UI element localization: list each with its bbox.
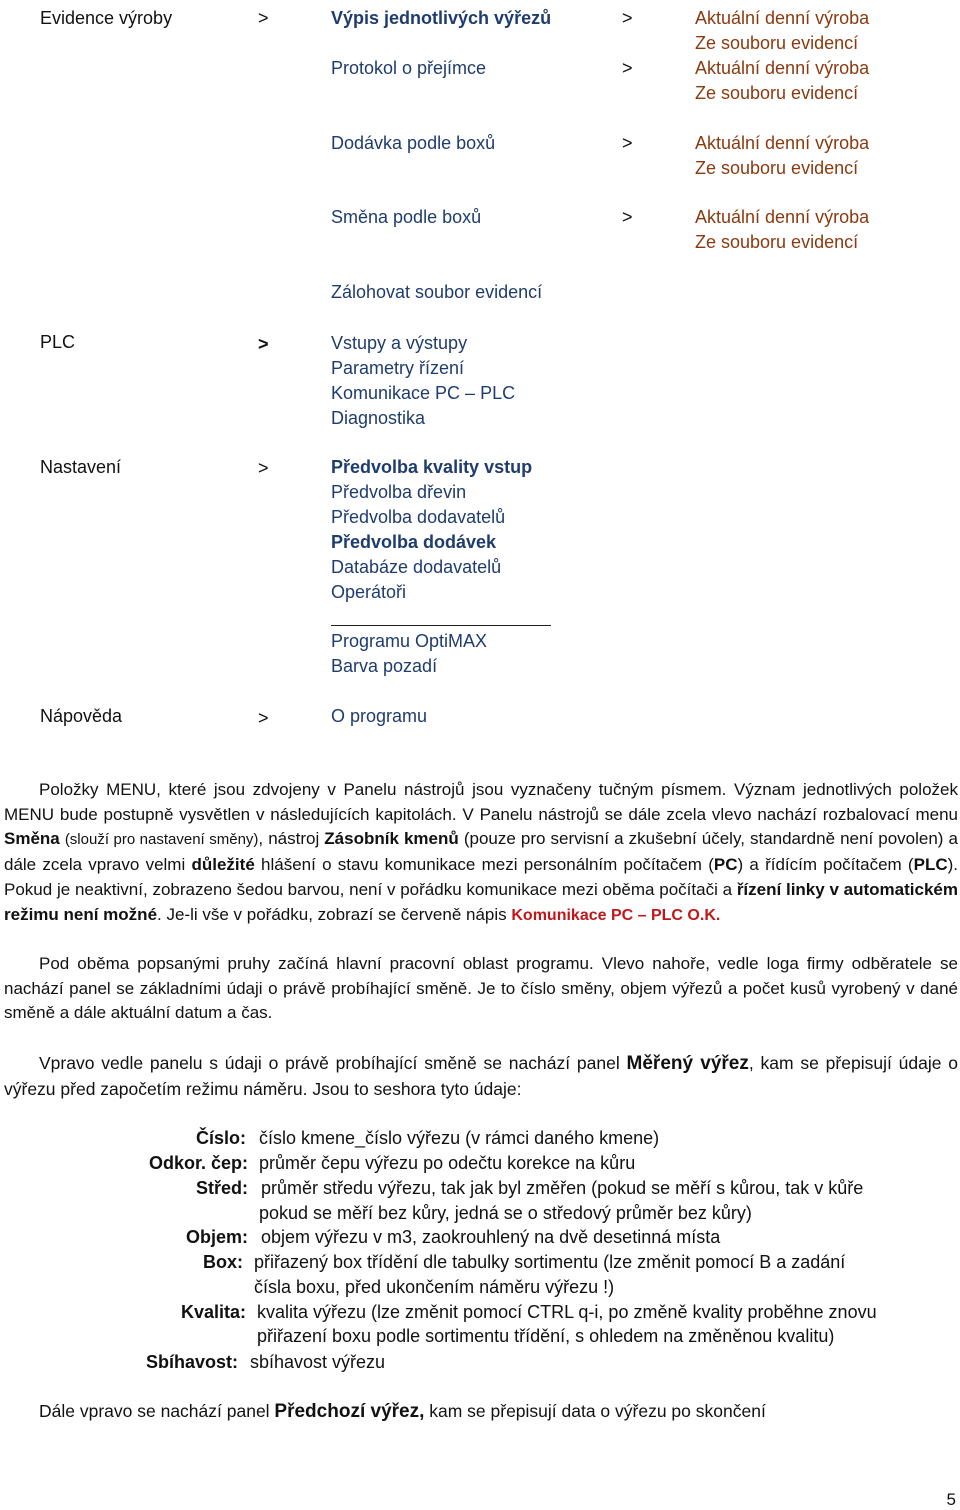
menu-item-predvolba-drevin: Předvolba dřevin <box>331 482 467 502</box>
page-number: 5 <box>946 1490 956 1509</box>
menu-item-predvolba-dodavek: Předvolba dodávek <box>331 532 497 552</box>
menu-item-diagnostika: Diagnostika <box>331 408 426 428</box>
menu-item-vypis: Výpis jednotlivých výřezů <box>331 8 552 28</box>
def-text: přiřazení boxu podle sortimentu třídění, s ohledem na změněnou kvalitu) <box>257 1326 835 1346</box>
menu-separator <box>331 625 551 626</box>
text-bold: důležité <box>191 855 255 875</box>
text: Položky MENU, které jsou zdvojeny v Panelu nástrojů jsou vyznačeny tučným písmem. Význam jednotlivých položek MENU bude postupně vysvětlen v následujících kapitolách. V Panelu nástrojů se dále zcela vlevo nachází rozbalovací menu <box>4 780 958 824</box>
def-text: průměr čepu výřezu po odečtu korekce na kůru <box>259 1153 636 1173</box>
def-term-stred: Střed: <box>195 1178 248 1198</box>
submenu-aktualni: Aktuální denní výroba <box>695 58 870 78</box>
text-bold: Měřený výřez <box>626 1053 749 1074</box>
def-term-objem: Objem: <box>185 1227 248 1247</box>
arrow: > <box>622 207 633 227</box>
paragraph-previous-log <box>4 1399 958 1425</box>
text: . Je-li vše v pořádku, zobrazí se červeně nápis <box>157 904 512 924</box>
menu-item-vstupy: Vstupy a výstupy <box>331 333 468 353</box>
arrow: > <box>622 133 633 153</box>
arrow: > <box>258 334 269 354</box>
def-term-kvalita: Kvalita: <box>180 1302 246 1322</box>
arrow: > <box>258 458 269 478</box>
text: ). Pokud je neaktivní, zobrazeno šedou barvou, není v pořádku komunikace mezi oběma počítači a <box>4 855 958 899</box>
menu-item-operatori: Operátoři <box>331 582 407 602</box>
menu-item-predvolba-dodavatelu: Předvolba dodavatelů <box>331 507 506 527</box>
def-text: sbíhavost výřezu <box>250 1352 386 1372</box>
submenu-ze-souboru: Ze souboru evidencí <box>695 232 859 252</box>
text: ) a řídícím počítačem ( <box>737 855 914 875</box>
def-text: průměr středu výřezu, tak jak byl změřen (pokud se měří s kůrou, tak v kůře <box>261 1178 864 1198</box>
menu-evidence-vyroby: Evidence výroby <box>40 8 173 28</box>
text: (pouze pro servisní a zkušební účely, standardně není povolen) a dále zcela vpravo velmi <box>4 829 958 875</box>
text-bold: Směna <box>4 829 60 849</box>
text-bold: Zásobník kmenů <box>324 829 459 849</box>
submenu-aktualni: Aktuální denní výroba <box>695 207 870 227</box>
def-term-sbihavost: Sbíhavost: <box>145 1352 238 1372</box>
text: hlášení o stavu komunikace mezi personálním počítačem ( <box>254 855 714 875</box>
submenu-ze-souboru: Ze souboru evidencí <box>695 158 859 178</box>
def-text: čísla boxu, před ukončením náměru výřezu !) <box>254 1277 615 1297</box>
paragraph-measured-log <box>4 1051 958 1101</box>
menu-item-komunikace: Komunikace PC – PLC <box>331 383 516 403</box>
def-text: přiřazený box třídění dle tabulky sortimentu (lze změnit pomocí B a zadání <box>254 1252 846 1272</box>
text: Vpravo vedle panelu s údaji o právě probíhající směně se nachází panel <box>39 1053 627 1073</box>
menu-item-barva: Barva pozadí <box>331 656 438 676</box>
submenu-ze-souboru: Ze souboru evidencí <box>695 83 859 103</box>
submenu-aktualni: Aktuální denní výroba <box>695 133 870 153</box>
arrow: > <box>258 8 269 28</box>
menu-nastaveni: Nastavení <box>40 457 122 477</box>
menu-item-dodavka: Dodávka podle boxů <box>331 133 496 153</box>
menu-item-predvolba-kvality: Předvolba kvality vstup <box>331 457 533 477</box>
text-bold: Předchozí výřez, <box>274 1401 425 1422</box>
menu-napoveda: Nápověda <box>40 706 123 726</box>
menu-item-zalohovat: Zálohovat soubor evidencí <box>331 282 543 302</box>
paragraph-work-area <box>4 952 958 1026</box>
def-text: číslo kmene_číslo výřezu (v rámci daného kmene) <box>259 1128 660 1148</box>
text: Dále vpravo se nachází panel <box>39 1401 275 1421</box>
menu-item-o-programu: O programu <box>331 706 428 726</box>
text-bold: PLC <box>913 855 948 875</box>
arrow: > <box>622 58 633 78</box>
menu-item-protokol: Protokol o přejímce <box>331 58 487 78</box>
menu-plc: PLC <box>40 332 76 352</box>
menu-item-parametry: Parametry řízení <box>331 358 465 378</box>
text: , nástroj <box>258 829 325 849</box>
submenu-aktualni: Aktuální denní výroba <box>695 8 870 28</box>
text-small: (slouží pro nastavení směny) <box>64 831 259 849</box>
def-text: kvalita výřezu (lze změnit pomocí CTRL q-i, po změně kvality proběhne znovu <box>257 1302 877 1322</box>
menu-item-databaze: Databáze dodavatelů <box>331 557 502 577</box>
text-bold: PC <box>713 855 738 875</box>
text-bold: řízení linky v automatickém režimu není možné <box>4 879 958 924</box>
def-term-cislo: Číslo: <box>195 1128 246 1148</box>
arrow: > <box>622 8 633 28</box>
submenu-ze-souboru: Ze souboru evidencí <box>695 33 859 53</box>
arrow: > <box>258 708 269 728</box>
def-text: pokud se měří bez kůry, jedná se o středový průměr bez kůry) <box>259 1203 752 1223</box>
def-text: objem výřezu v m3, zaokrouhlený na dvě desetinná místa <box>261 1227 721 1247</box>
def-term-odkor-cep: Odkor. čep: <box>148 1153 248 1173</box>
menu-item-programu: Programu OptiMAX <box>331 631 488 651</box>
comm-ok-label: Komunikace PC – PLC O.K. <box>511 906 721 924</box>
paragraph-menu-description <box>4 778 958 928</box>
text: , kam se přepisují údaje o výřezu před započetím režimu náměru. Jsou to seshora tyto údaje: <box>4 1053 958 1099</box>
text: Pod oběma popsanými pruhy začíná hlavní pracovní oblast programu. Vlevo nahoře, vedle loga firmy odběratele se nachází panel se základními údaji o právě probíhající směně. Je to číslo směny, objem výřezů a počet kusů vyrobený v dané směně a dále aktuální datum a čas. <box>4 954 958 1023</box>
text: kam se přepisují data o výřezu po skončení <box>424 1401 766 1421</box>
def-term-box: Box: <box>203 1252 243 1272</box>
menu-item-smena: Směna podle boxů <box>331 207 482 227</box>
